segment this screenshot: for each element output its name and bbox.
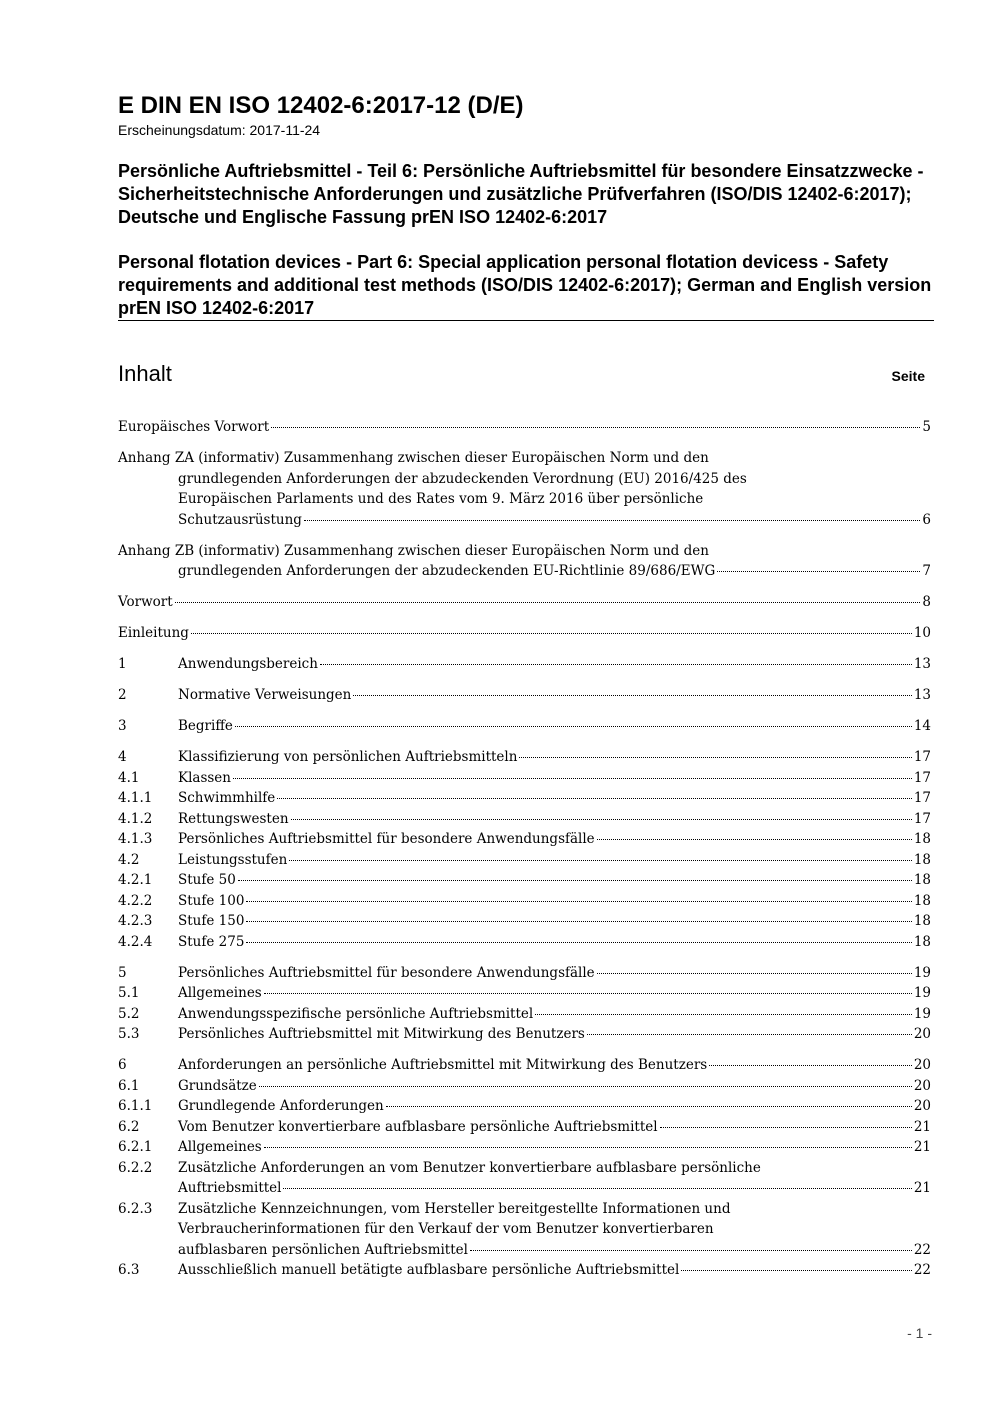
- toc-entry-5-1[interactable]: [118, 983, 931, 1004]
- toc-leader-dots: [587, 1034, 912, 1035]
- toc-entry-title: Schwimmhilfe: [178, 790, 276, 806]
- toc-entry-title: Anhang ZB (informativ) Zusammenhang zwischen dieser Europäischen Norm und den: [118, 542, 709, 559]
- toc-leader-dots: [289, 860, 912, 861]
- toc-entry-page: 6: [922, 511, 931, 528]
- toc-leader-dots: [320, 664, 912, 665]
- toc-leader-dots: [470, 1250, 912, 1251]
- toc-entry-title: Stufe 50: [178, 872, 236, 888]
- toc-entry-introduction[interactable]: [118, 623, 931, 644]
- title-german: Persönliche Auftriebsmittel - Teil 6: Persönliche Auftriebsmittel für besondere Einsatzzwecke - Sicherheitstechnische Anforderungen und zusätzliche Prüfverfahren (ISO/DIS 12402-6:2017); Deutsche und Englische Fassung prEN ISO 12402-6:2017: [118, 161, 924, 227]
- toc-leader-dots: [597, 973, 912, 974]
- toc-entry-foreword[interactable]: [118, 592, 931, 613]
- toc-entry-6[interactable]: [118, 1055, 931, 1076]
- toc-entry-6-1[interactable]: [118, 1076, 931, 1097]
- toc-entry-page: 20: [913, 1077, 931, 1094]
- toc-page-column-label: Seite: [891, 368, 925, 384]
- toc-entry-title-cont: aufblasbaren persönlichen Auftriebsmittel: [178, 1241, 468, 1258]
- toc-leader-dots: [175, 602, 921, 603]
- toc-leader-dots: [271, 427, 920, 428]
- toc-entry-title-cont: Verbraucherinformationen für den Verkauf der vom Benutzer konvertierbaren: [178, 1221, 714, 1237]
- toc-entry-title-cont: Europäischen Parlaments und des Rates vom 9. März 2016 über persönliche: [178, 491, 704, 507]
- toc-entry-page: 8: [922, 594, 931, 610]
- toc-entry-number: 5.2: [118, 1005, 140, 1022]
- toc-entry-4-1-1[interactable]: [118, 788, 931, 809]
- toc-leader-dots: [597, 839, 912, 840]
- toc-entry-title: Stufe 100: [178, 892, 245, 909]
- toc-entry-title: Anwendungsbereich: [178, 656, 318, 672]
- toc-entry-page: 13: [913, 687, 931, 703]
- toc-entry-number: 4.1.2: [118, 810, 153, 827]
- toc-entry-number: 6.2: [118, 1118, 140, 1135]
- toc-entry-title: Anforderungen an persönliche Auftriebsmittel mit Mitwirkung des Benutzers: [178, 1057, 708, 1073]
- toc-entry-5-2[interactable]: [118, 1004, 931, 1025]
- toc-leader-dots: [283, 1188, 911, 1189]
- toc-entry-title: Anhang ZA (informativ) Zusammenhang zwischen dieser Europäischen Norm und den: [118, 450, 709, 466]
- toc-entry-title-cont: grundlegenden Anforderungen der abzudeckenden Verordnung (EU) 2016/425 des: [178, 470, 747, 487]
- toc-leader-dots: [709, 1065, 912, 1066]
- toc-leader-dots: [264, 993, 912, 994]
- toc-entry-4-2-3[interactable]: [118, 911, 931, 932]
- toc-entry-6-2-1[interactable]: [118, 1137, 931, 1158]
- toc-leader-dots: [235, 726, 912, 727]
- title-english: Personal flotation devices - Part 6: Special application personal flotation devicess - Safety requirements and additional test methods (ISO/DIS 12402-6:2017); German and English version prEN ISO 12402-6:2017: [118, 252, 932, 318]
- toc-entry-number: 5.3: [118, 1026, 140, 1042]
- toc-leader-dots: [264, 1147, 912, 1148]
- toc-entry-title: Stufe 150: [178, 913, 245, 929]
- toc-leader-dots: [233, 778, 912, 779]
- toc-entry-page: 18: [913, 872, 931, 888]
- toc-entry-title: Einleitung: [118, 625, 189, 641]
- toc-entry-page: 17: [913, 749, 931, 765]
- toc-entry-page: 18: [913, 892, 931, 909]
- toc-entry-page: 13: [913, 656, 931, 672]
- toc-entry-title: Persönliches Auftriebsmittel mit Mitwirkung des Benutzers: [178, 1026, 585, 1042]
- toc-entry-page: 18: [913, 933, 931, 950]
- toc-entry-number: 6.1.1: [118, 1098, 153, 1114]
- toc-entry-page: 21: [913, 1180, 931, 1196]
- toc-entry-4-2-1[interactable]: [118, 870, 931, 891]
- toc-entry-title: Allgemeines: [178, 1139, 262, 1155]
- toc-entry-page: 19: [913, 985, 931, 1001]
- toc-entry-page: 21: [913, 1139, 931, 1155]
- toc-entry-page: 20: [913, 1098, 931, 1114]
- toc-entry-title: Rettungswesten: [178, 810, 289, 827]
- toc-leader-dots: [386, 1106, 912, 1107]
- toc-entry-annex-za[interactable]: [118, 448, 931, 530]
- toc-leader-dots: [246, 901, 911, 902]
- toc-entry-title-cont: Auftriebsmittel: [178, 1180, 282, 1196]
- toc-entry-2[interactable]: [118, 685, 931, 706]
- toc-entry-6-2[interactable]: [118, 1117, 931, 1138]
- toc-entry-number: 6.2.3: [118, 1200, 153, 1217]
- toc-leader-dots: [191, 633, 912, 634]
- toc-entry-title-cont: Schutzausrüstung: [178, 511, 302, 528]
- toc-entry-title: Ausschließlich manuell betätigte aufblasbare persönliche Auftriebsmittel: [178, 1262, 680, 1278]
- toc-entry-title: Persönliches Auftriebsmittel für besondere Anwendungsfälle: [178, 831, 595, 847]
- toc-entry-page: 5: [922, 419, 931, 435]
- toc-entry-page: 21: [913, 1118, 931, 1135]
- toc-entry-title: Zusätzliche Kennzeichnungen, vom Hersteller bereitgestellte Informationen und: [178, 1200, 731, 1217]
- toc-entry-page: 19: [913, 1005, 931, 1022]
- toc-entry-number: 4.1.3: [118, 831, 153, 847]
- toc-entry-4-1[interactable]: [118, 768, 931, 789]
- toc-entry-6-1-1[interactable]: [118, 1096, 931, 1117]
- toc-leader-dots: [277, 798, 912, 799]
- toc-entry-4-1-2[interactable]: [118, 809, 931, 830]
- toc-entry-page: 20: [913, 1057, 931, 1073]
- toc-entry-4-1-3[interactable]: [118, 829, 931, 850]
- toc-entry-number: 4.2.3: [118, 913, 153, 929]
- toc-entry-page: 18: [913, 851, 931, 868]
- toc-entry-number: 4.2: [118, 851, 140, 868]
- publication-date: Erscheinungsdatum: 2017-11-24: [118, 122, 321, 138]
- toc-entry-page: 10: [913, 625, 931, 641]
- toc-entry-annex-zb[interactable]: [118, 541, 931, 582]
- toc-entry-title: Grundlegende Anforderungen: [178, 1098, 384, 1114]
- toc-entry-page: 20: [913, 1026, 931, 1042]
- toc-entry-number: 6: [118, 1057, 127, 1073]
- toc-entry-number: 4.1: [118, 769, 140, 786]
- toc-leader-dots: [535, 1014, 912, 1015]
- toc-leader-dots: [660, 1127, 912, 1128]
- toc-entry-number: 4: [118, 749, 127, 765]
- toc-entry-page: 22: [913, 1241, 931, 1258]
- toc-entry-title: Normative Verweisungen: [178, 687, 352, 703]
- toc-entry-number: 3: [118, 718, 127, 734]
- toc-entry-number: 5.1: [118, 985, 140, 1001]
- toc-entry-6-2-2[interactable]: [118, 1158, 931, 1199]
- toc-entry-page: 22: [913, 1262, 931, 1278]
- toc-entry-title: Allgemeines: [178, 985, 262, 1001]
- toc-leader-dots: [717, 571, 920, 572]
- toc-entry-4-2-2[interactable]: [118, 891, 931, 912]
- toc-entry-european-foreword[interactable]: [118, 417, 931, 438]
- toc-entry-number: 5: [118, 964, 127, 981]
- header-divider: [118, 320, 934, 321]
- toc-entry-number: 6.2.2: [118, 1159, 153, 1176]
- page-number: - 1 -: [907, 1325, 932, 1341]
- toc-entry-number: 4.2.1: [118, 872, 153, 888]
- toc-entry-title: Grundsätze: [178, 1077, 257, 1094]
- toc-entry-number: 6.2.1: [118, 1139, 153, 1155]
- table-of-contents: [118, 417, 931, 1281]
- toc-leader-dots: [681, 1270, 912, 1271]
- toc-entry-page: 7: [922, 563, 931, 579]
- toc-entry-page: 14: [913, 718, 931, 734]
- toc-entry-title: Vorwort: [118, 594, 173, 610]
- toc-leader-dots: [259, 1086, 912, 1087]
- toc-leader-dots: [519, 757, 911, 758]
- toc-leader-dots: [246, 921, 911, 922]
- toc-entry-title: Stufe 275: [178, 933, 245, 950]
- toc-entry-number: 1: [118, 656, 127, 672]
- toc-leader-dots: [246, 942, 911, 943]
- toc-entry-title: Leistungsstufen: [178, 851, 288, 868]
- toc-entry-title: Klassen: [178, 769, 231, 786]
- standard-designation: E DIN EN ISO 12402-6:2017-12 (D/E): [118, 92, 524, 119]
- toc-entry-4[interactable]: [118, 747, 931, 768]
- toc-entry-title: Anwendungsspezifische persönliche Auftriebsmittel: [178, 1005, 534, 1022]
- toc-entry-page: 18: [913, 913, 931, 929]
- toc-entry-page: 17: [913, 769, 931, 786]
- toc-entry-4-2[interactable]: [118, 850, 931, 871]
- toc-leader-dots: [353, 695, 911, 696]
- toc-entry-6-2-3[interactable]: [118, 1199, 931, 1261]
- toc-entry-5[interactable]: [118, 963, 931, 984]
- toc-entry-3[interactable]: [118, 716, 931, 737]
- toc-entry-page: 18: [913, 831, 931, 847]
- toc-entry-6-3[interactable]: [118, 1260, 931, 1281]
- toc-entry-title: Zusätzliche Anforderungen an vom Benutzer konvertierbare aufblasbare persönliche: [178, 1159, 761, 1176]
- toc-entry-1[interactable]: [118, 654, 931, 675]
- toc-leader-dots: [238, 880, 912, 881]
- toc-entry-number: 6.1: [118, 1077, 140, 1094]
- toc-leader-dots: [291, 819, 912, 820]
- toc-entry-number: 4.1.1: [118, 790, 153, 806]
- toc-leader-dots: [304, 520, 920, 521]
- toc-entry-4-2-4[interactable]: [118, 932, 931, 953]
- toc-entry-page: 19: [913, 964, 931, 981]
- toc-entry-number: 4.2.2: [118, 892, 153, 909]
- toc-heading: Inhalt: [118, 361, 172, 386]
- toc-entry-page: 17: [913, 790, 931, 806]
- toc-entry-number: 4.2.4: [118, 933, 153, 950]
- toc-entry-title-cont: grundlegenden Anforderungen der abzudeckenden EU-Richtlinie 89/686/EWG: [178, 563, 716, 579]
- toc-entry-title: Persönliches Auftriebsmittel für besondere Anwendungsfälle: [178, 964, 595, 981]
- toc-entry-5-3[interactable]: [118, 1024, 931, 1045]
- toc-entry-title: Vom Benutzer konvertierbare aufblasbare persönliche Auftriebsmittel: [178, 1118, 658, 1135]
- toc-entry-number: 2: [118, 687, 127, 703]
- toc-entry-page: 17: [913, 810, 931, 827]
- toc-entry-title: Begriffe: [178, 718, 233, 734]
- toc-entry-title: Klassifizierung von persönlichen Auftriebsmitteln: [178, 749, 518, 765]
- toc-entry-title: Europäisches Vorwort: [118, 419, 270, 435]
- toc-entry-number: 6.3: [118, 1262, 140, 1278]
